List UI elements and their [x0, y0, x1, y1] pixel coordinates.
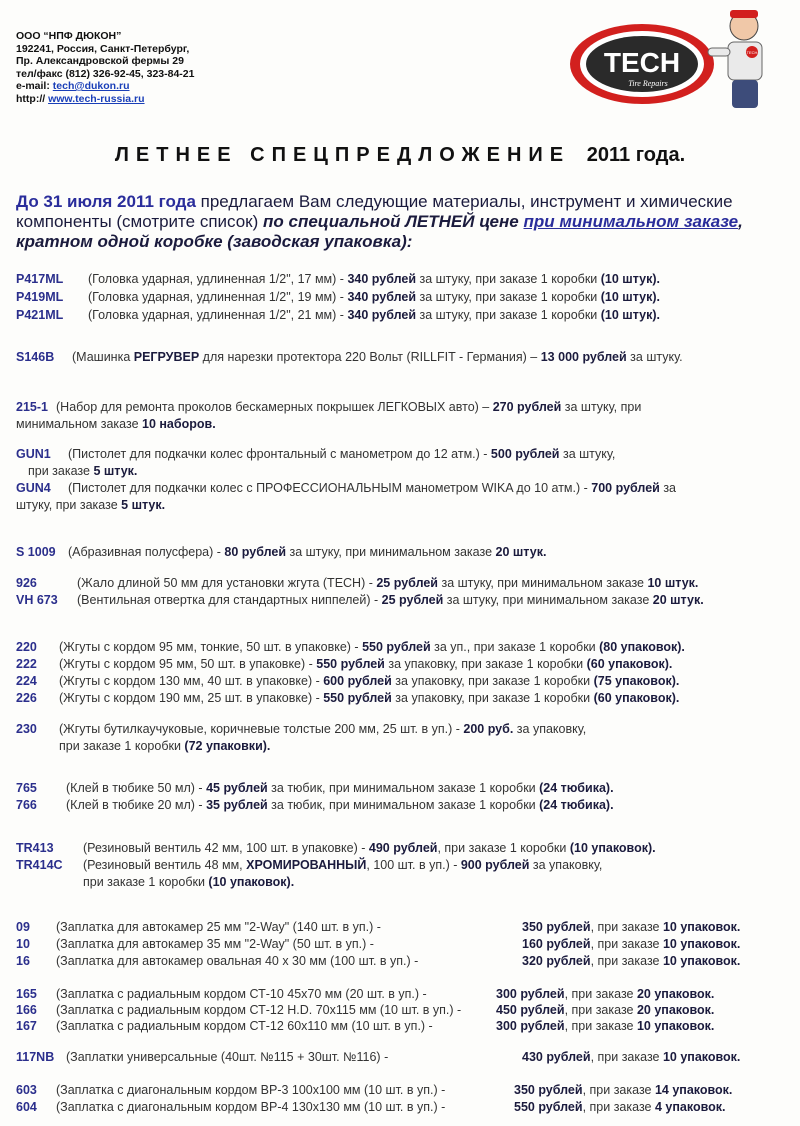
item-terms: за штуку, при заказе 1 коробки: [416, 308, 601, 322]
item-price: 270 рублей: [492, 400, 562, 414]
item-terms-line2: при заказе 1 коробки: [83, 875, 209, 889]
item-desc: (Абразивная полусфера) -: [68, 545, 225, 559]
item-terms: , при заказе: [590, 920, 663, 934]
item-qty: 20 штук.: [495, 545, 547, 559]
item-qty: (10 штук).: [600, 308, 660, 322]
title-main: ЛЕТНЕЕ СПЕЦПРЕДЛОЖЕНИЕ: [114, 144, 571, 166]
item-code: GUN4: [16, 481, 51, 495]
item-terms: , при заказе: [590, 937, 663, 951]
item-price: 340 рублей: [347, 308, 417, 322]
item-qty: 20 упаковок.: [636, 987, 715, 1001]
item-price: 490 рублей: [368, 841, 438, 855]
intro-special-price: по специальной ЛЕТНЕЙ цене: [263, 212, 519, 231]
item-desc: (Машинка: [72, 350, 134, 364]
item-qty: (60 упаковок).: [593, 691, 680, 705]
item-desc: (Заплатки универсальные (40шт. №115 + 30шт. №116) -: [66, 1050, 389, 1064]
mascot-cap: [730, 10, 758, 18]
item-qty: 5 штук.: [93, 464, 138, 478]
item-code: P419ML: [16, 290, 64, 304]
item-terms: за упаковку,: [529, 858, 603, 872]
item-price: 13 000 рублей: [540, 350, 627, 364]
item-qty: (10 упаковок).: [569, 841, 656, 855]
item-price: 550 рублей: [514, 1100, 583, 1114]
item-desc: (Головка ударная, удлиненная 1/2", 21 мм) -: [88, 308, 348, 322]
item-code: S146B: [16, 350, 55, 364]
item-code: 766: [16, 798, 37, 812]
mascot-arm: [708, 48, 730, 56]
item-price: 25 рублей: [376, 576, 438, 590]
item-code: 224: [16, 674, 37, 688]
item-desc: (Жало длиной 50 мм для установки жгута (TECH) -: [77, 576, 377, 590]
item-price: 900 рублей: [460, 858, 530, 872]
intro-text1: предлагаем Вам следующие материалы, инструмент и химические компоненты (смотрите список): [16, 192, 733, 231]
item-code: 765: [16, 781, 37, 795]
company-name: ООО “НПФ ДЮКОН”: [16, 30, 122, 42]
item-desc: (Заплатка для автокамер овальная 40 х 30 мм (100 шт. в уп.) -: [56, 954, 419, 968]
item-price: 550 рублей: [323, 691, 392, 705]
item-price: 45 рублей: [206, 781, 268, 795]
item-price: 550 рублей: [362, 640, 431, 654]
item-code: 166: [16, 1003, 37, 1017]
item-price: 200 руб.: [463, 722, 514, 736]
item-qty: 20 штук.: [652, 593, 704, 607]
email-link[interactable]: tech@dukon.ru: [52, 80, 130, 92]
item-price: 500 рублей: [490, 447, 560, 461]
item-terms: за штуку, при заказе 1 коробки: [416, 272, 601, 286]
website-link[interactable]: www.tech-russia.ru: [48, 92, 145, 105]
intro-text2: , кратном одной коробке (заводская упаковка):: [16, 212, 743, 251]
item-price: 550 рублей: [316, 657, 385, 671]
item-desc-cont: , 100 шт. в уп.) -: [366, 858, 461, 872]
item-code: 167: [16, 1019, 37, 1033]
item-desc: (Заплатка с радиальным кордом СТ-10 45х70 мм (20 шт. в уп.) -: [56, 987, 427, 1001]
item-highlight: РЕГРУВЕР: [133, 350, 200, 364]
item-terms: , при заказе: [590, 954, 663, 968]
item-code: 603: [16, 1083, 37, 1097]
item-code: GUN1: [16, 447, 51, 461]
email-label: e-mail:: [16, 80, 53, 92]
item-qty: 4 упаковок.: [654, 1100, 726, 1114]
item-terms: за штуку, при заказе 1 коробки: [416, 290, 601, 304]
item-qty: (75 упаковок).: [593, 674, 680, 688]
item-terms: , при заказе 1 коробки: [437, 841, 570, 855]
item-highlight: ХРОМИРОВАННЫЙ: [246, 858, 367, 872]
item-qty: (10 штук).: [600, 290, 660, 304]
item-terms: за тюбик, при минимальном заказе 1 коробки: [267, 781, 540, 795]
item-terms: за упаковку, при заказе 1 коробки: [391, 674, 594, 688]
item-qty: (24 тюбика).: [539, 781, 614, 795]
item-qty: (60 упаковок).: [586, 657, 673, 671]
item-qty: 5 штук.: [121, 498, 166, 512]
logo-tagline-text: Tire Repairs: [628, 79, 668, 88]
item-price: 350 рублей: [514, 1083, 583, 1097]
item-desc: (Жгуты бутилкаучуковые, коричневые толстые 200 мм, 25 шт. в уп.) -: [59, 722, 464, 736]
item-code: 16: [16, 954, 30, 968]
item-code: TR414C: [16, 858, 63, 872]
item-terms: , при заказе: [564, 1003, 637, 1017]
item-price: 25 рублей: [381, 593, 444, 607]
item-terms-line2: при заказе 1 коробки: [59, 739, 185, 753]
item-qty: 10 упаковок.: [662, 1050, 741, 1064]
item-terms: , при заказе: [582, 1100, 655, 1114]
item-price: 430 рублей: [522, 1050, 591, 1064]
item-price: 700 рублей: [591, 481, 660, 495]
company-info: [16, 30, 194, 105]
item-code: 117NB: [16, 1050, 55, 1064]
item-code: 215-1: [16, 400, 48, 414]
intro-date: До 31 июля 2011 года: [16, 192, 196, 211]
item-price: 35 рублей: [206, 798, 268, 812]
item-desc: (Клей в тюбике 50 мл) -: [66, 781, 207, 795]
title-year: 2011 года.: [586, 144, 686, 166]
intro-paragraph: [16, 192, 791, 252]
item-desc: (Пистолет для подкачки колес с ПРОФЕССИОНАЛЬНЫМ манометром WIKA до 10 атм.) -: [68, 481, 592, 495]
item-desc: (Пистолет для подкачки колес фронтальный с манометром до 12 атм.) -: [68, 447, 491, 461]
item-desc: (Головка ударная, удлиненная 1/2", 17 мм) -: [88, 272, 348, 286]
company-address-line2: Пр. Александровской фермы 29: [16, 55, 184, 67]
item-terms: за: [659, 481, 676, 495]
page-title: [0, 144, 800, 167]
item-desc: (Жгуты с кордом 95 мм, 50 шт. в упаковке) -: [59, 657, 317, 671]
item-terms: , при заказе: [590, 1050, 663, 1064]
item-qty: 20 упаковок.: [636, 1003, 715, 1017]
item-terms: за тюбик, при минимальном заказе 1 коробки: [267, 798, 540, 812]
item-qty: 10 упаковок.: [662, 954, 741, 968]
item-terms: за штуку, при минимальном заказе: [286, 545, 496, 559]
item-desc: (Клей в тюбике 20 мл) -: [66, 798, 207, 812]
item-price: 300 рублей: [496, 1019, 565, 1033]
company-phone: тел/факс (812) 326-92-45, 323-84-21: [16, 67, 195, 80]
item-code: S 1009: [16, 545, 56, 559]
item-terms-line2: при заказе: [28, 464, 94, 478]
item-code: 10: [16, 937, 30, 951]
item-terms: за уп., при заказе 1 коробки: [430, 640, 600, 654]
item-code: VH 673: [16, 593, 58, 607]
item-desc: (Жгуты с кордом 95 мм, тонкие, 50 шт. в упаковке) -: [59, 640, 363, 654]
item-code: 09: [16, 920, 30, 934]
item-qty: (80 упаковок).: [599, 640, 685, 654]
item-terms: за штуку, при: [561, 400, 642, 414]
item-desc: (Заплатка для автокамер 35 мм "2-Way" (50 шт. в уп.) -: [56, 937, 374, 951]
mascot-badge-text: TECH: [746, 50, 758, 55]
item-code: 604: [16, 1100, 37, 1114]
item-price: 350 рублей: [522, 920, 591, 934]
item-desc: (Головка ударная, удлиненная 1/2", 19 мм) -: [88, 290, 348, 304]
item-code: 226: [16, 691, 37, 705]
item-desc: (Вентильная отвертка для стандартных ниппелей) -: [77, 593, 382, 607]
item-price: 450 рублей: [496, 1003, 565, 1017]
item-price: 340 рублей: [347, 272, 417, 286]
item-price: 320 рублей: [522, 954, 591, 968]
item-desc: (Заплатка с диагональным кордом ВР-3 100х100 мм (10 шт. в уп.) -: [56, 1083, 446, 1097]
item-qty: 10 упаковок.: [636, 1019, 715, 1033]
item-desc: (Заплатка с диагональным кордом ВР-4 130х130 мм (10 шт. в уп.) -: [56, 1100, 446, 1114]
item-code: P417ML: [16, 272, 64, 286]
item-terms: за штуку,: [559, 447, 616, 461]
item-terms: за упаковку, при заказе 1 коробки: [391, 691, 594, 705]
item-desc: (Жгуты с кордом 190 мм, 25 шт. в упаковке) -: [59, 691, 324, 705]
mascot-legs: [732, 80, 758, 108]
item-terms: за упаковку, при заказе 1 коробки: [384, 657, 587, 671]
item-price: 300 рублей: [496, 987, 565, 1001]
item-code: 220: [16, 640, 37, 654]
item-code: 222: [16, 657, 37, 671]
item-qty: (10 упаковок).: [208, 875, 295, 889]
item-code: 926: [16, 576, 37, 590]
item-desc-cont: для нарезки протектора 220 Вольт (RILLFIT - Германия) –: [199, 350, 541, 364]
mascot-body: [728, 42, 762, 80]
item-code: TR413: [16, 841, 54, 855]
item-price: 600 рублей: [323, 674, 392, 688]
item-price: 160 рублей: [522, 937, 591, 951]
item-code: 165: [16, 987, 37, 1001]
item-terms: за штуку, при минимальном заказе: [443, 593, 653, 607]
item-terms-line2: минимальном заказе: [16, 417, 142, 431]
item-qty: 10 наборов.: [142, 417, 216, 431]
item-desc: (Заплатка для автокамер 25 мм "2-Way" (140 шт. в уп.) -: [56, 920, 381, 934]
item-price: 340 рублей: [347, 290, 417, 304]
item-terms: за упаковку,: [513, 722, 587, 736]
item-desc: (Набор для ремонта проколов бескамерных покрышек ЛЕГКОВЫХ авто) –: [56, 400, 493, 414]
item-code: P421ML: [16, 308, 64, 322]
item-desc: (Заплатка с радиальным кордом СТ-12 60х110 мм (10 шт. в уп.) -: [56, 1019, 433, 1033]
item-qty: 10 штук.: [647, 576, 699, 590]
item-terms-line2: штуку, при заказе: [16, 498, 122, 512]
item-qty: (24 тюбика).: [539, 798, 614, 812]
company-address-line1: 192241, Россия, Санкт-Петербург,: [16, 42, 190, 55]
company-url-line: [16, 93, 194, 106]
intro-min-order: при минимальном заказе: [523, 212, 739, 231]
item-terms: за штуку, при минимальном заказе: [437, 576, 648, 590]
item-qty: 10 упаковок.: [662, 937, 741, 951]
item-terms: , при заказе: [582, 1083, 655, 1097]
item-desc: (Резиновый вентиль 42 мм, 100 шт. в упаковке) -: [83, 841, 369, 855]
item-desc: (Жгуты с кордом 130 мм, 40 шт. в упаковке) -: [59, 674, 324, 688]
tech-logo: [568, 2, 790, 114]
item-code: 230: [16, 722, 37, 736]
item-desc: (Заплатка с радиальным кордом СТ-12 H.D. 70х115 мм (10 шт. в уп.) -: [56, 1003, 462, 1017]
item-qty: (10 штук).: [600, 272, 660, 286]
url-label: http://: [16, 92, 49, 105]
item-desc: (Резиновый вентиль 48 мм,: [83, 858, 247, 872]
item-terms: , при заказе: [564, 987, 637, 1001]
logo-brand-text: TECH: [603, 47, 681, 78]
item-price: 80 рублей: [224, 545, 287, 559]
item-qty: 14 упаковок.: [654, 1083, 733, 1097]
item-terms: за штуку.: [626, 350, 683, 364]
company-email-line: [16, 80, 194, 93]
item-terms: , при заказе: [564, 1019, 637, 1033]
item-qty: (72 упаковки).: [184, 739, 271, 753]
item-qty: 10 упаковок.: [662, 920, 741, 934]
